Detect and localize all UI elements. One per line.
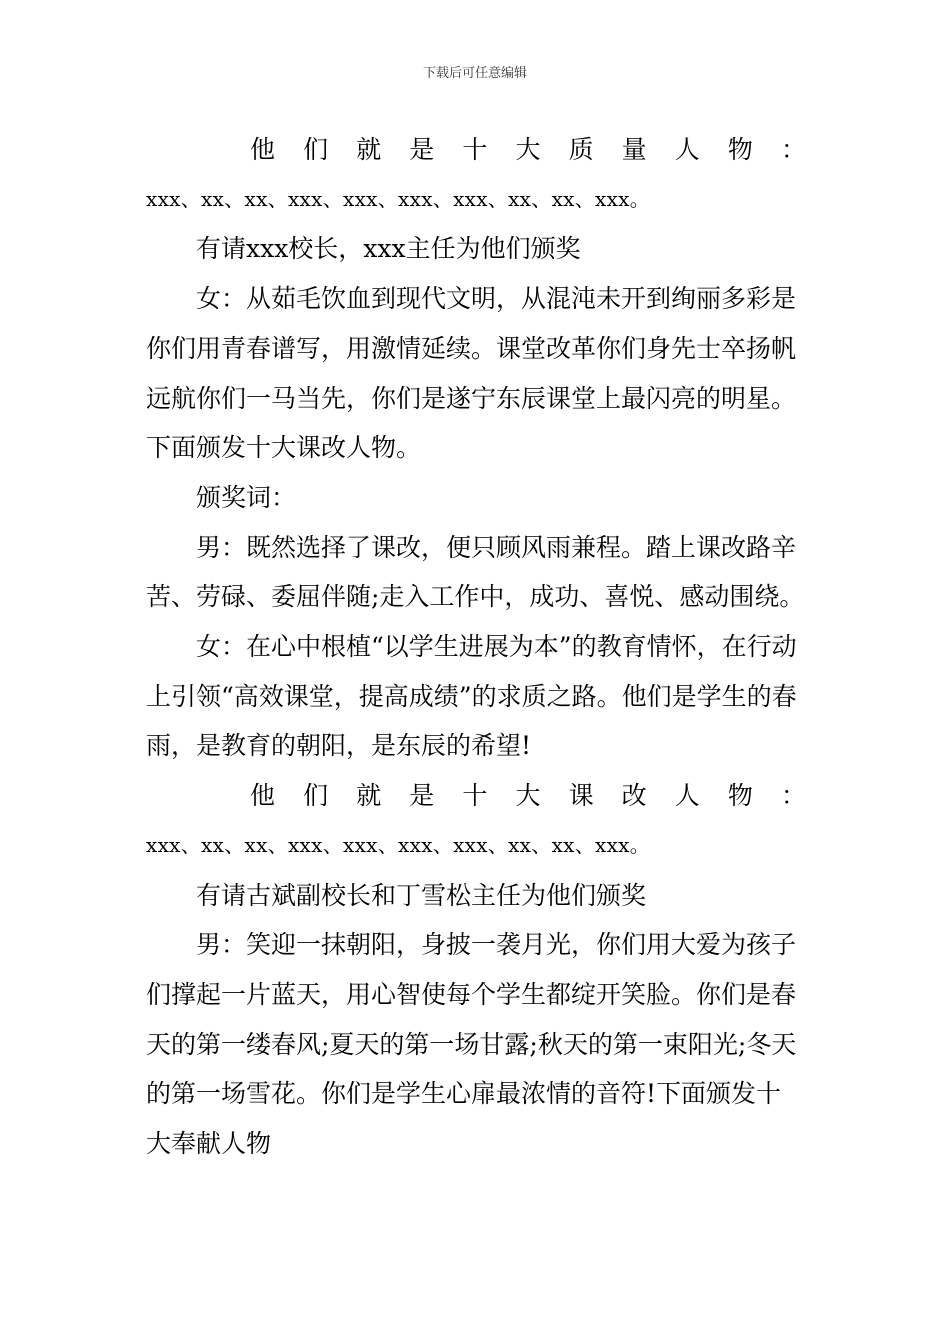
title-char: 十 <box>462 781 488 811</box>
paragraph-female-intro: 女：从茹毛饮血到现代文明，从混沌未开到绚丽多彩是你们用青春谱写，用激情延续。课堂改革你们身先士卒扬帆远航你们一马当先，你们是遂宁东辰课堂上最闪亮的明星。下面颁发十大课改人物。 <box>146 284 797 463</box>
paragraph-female-award-words: 女：在心中根植“以学生进展为本”的教育情怀，在行动上引领“高效课堂，提高成绩”的求质之路。他们是学生的春雨，是教育的朝阳，是东辰的希望! <box>146 632 797 761</box>
title-char: 大 <box>515 781 541 811</box>
names-list-quality: xxx、xx、xx、xxx、xxx、xxx、xxx、xx、xx、xxx。 <box>146 186 651 211</box>
title-char: ： <box>780 135 806 164</box>
page-header: 下载后可任意编辑 <box>422 66 527 81</box>
title-char: 人 <box>674 781 700 811</box>
title-char: 改 <box>621 781 647 811</box>
title-char: ： <box>780 781 806 811</box>
title-line-quality-figures <box>146 125 806 175</box>
title-char: 就 <box>356 135 382 164</box>
title-char: 他 <box>250 135 276 164</box>
title-char: 课 <box>568 781 594 811</box>
names-list-reform: xxx、xx、xx、xxx、xxx、xxx、xxx、xx、xx、xxx。 <box>146 832 651 857</box>
title-char: 量 <box>621 135 647 164</box>
title-char: 人 <box>674 135 700 164</box>
title-char: 物 <box>727 781 753 811</box>
title-char: 他 <box>250 781 276 811</box>
title-char: 物 <box>727 135 753 164</box>
title-char: 十 <box>462 135 488 164</box>
paragraph-award-words-label: 颁奖词： <box>196 482 297 512</box>
paragraph-invite-award-2: 有请古斌副校长和丁雪松主任为他们颁奖 <box>196 880 647 910</box>
title-line-reform-figures <box>146 771 806 821</box>
title-char: 质 <box>568 135 594 164</box>
paragraph-male-dedication-intro: 男：笑迎一抹朝阳，身披一袭月光，你们用大爱为孩子们撑起一片蓝天，用心智使每个学生都绽开笑脸。你们是春天的第一缕春风;夏天的第一场甘露;秋天的第一束阳光;冬天的第一场雪花。你们是学生心扉最浓情的音符!下面颁发十大奉献人物 <box>146 930 797 1159</box>
title-char: 是 <box>409 135 435 164</box>
title-char: 就 <box>356 781 382 811</box>
title-char: 们 <box>303 135 329 164</box>
title-char: 是 <box>409 781 435 811</box>
title-char: 大 <box>515 135 541 164</box>
paragraph-invite-award: 有请xxx校长，xxx主任为他们颁奖 <box>196 234 581 264</box>
title-char: 们 <box>303 781 329 811</box>
paragraph-male-award-words: 男：既然选择了课改，便只顾风雨兼程。踏上课改路辛苦、劳碌、委屈伴随;走入工作中，成功、喜悦、感动围绕。 <box>146 532 805 612</box>
document-body <box>146 125 806 1169</box>
